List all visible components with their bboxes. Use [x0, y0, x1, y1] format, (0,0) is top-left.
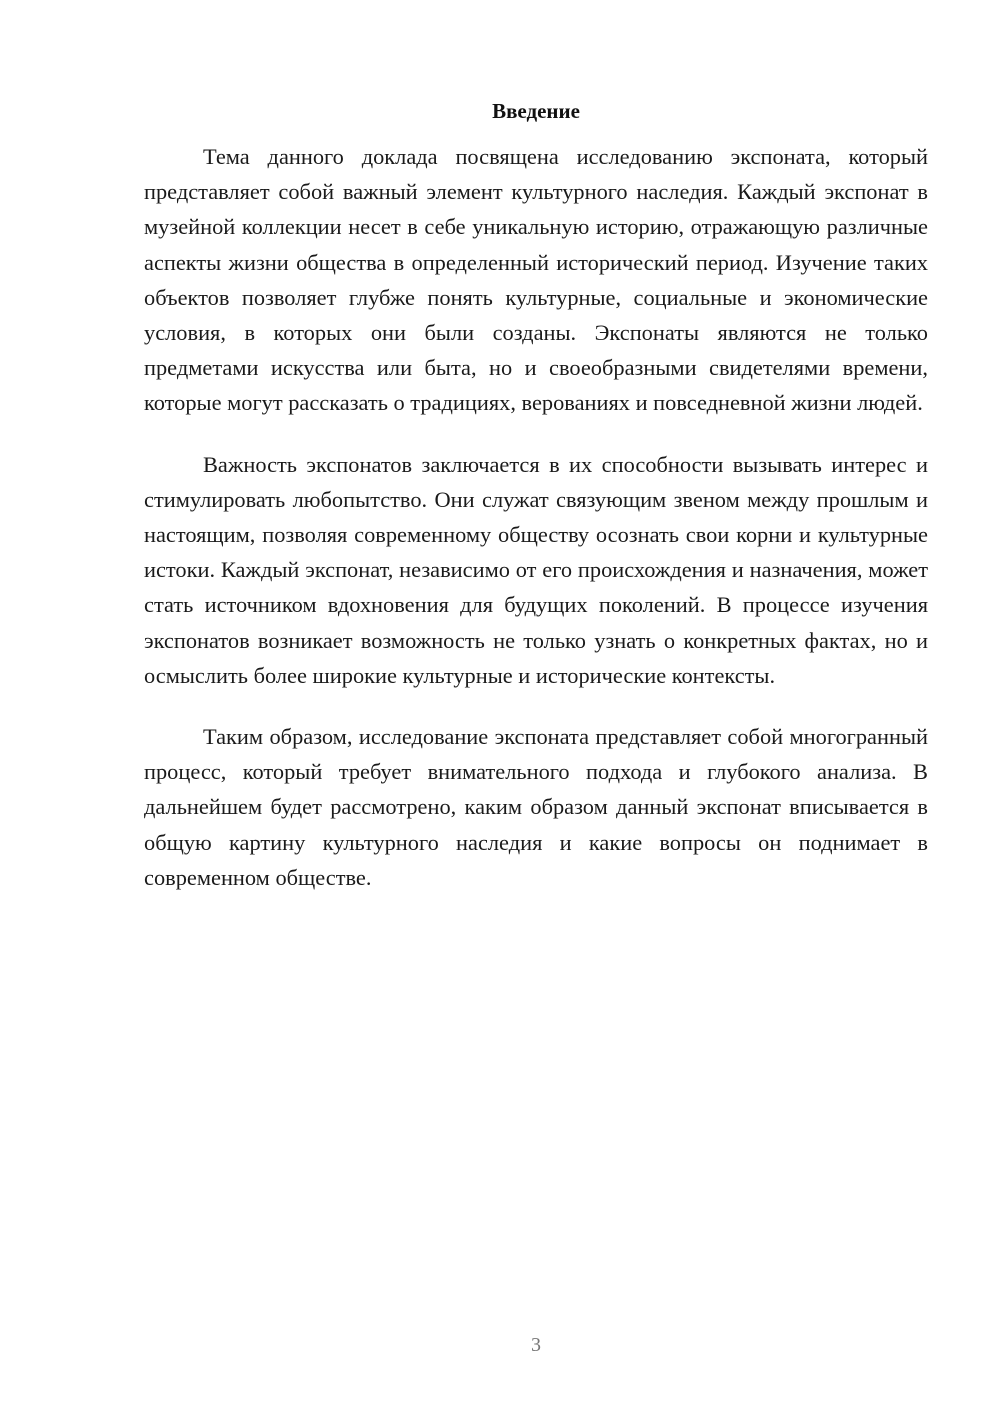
paragraph-3: Таким образом, исследование экспоната представляет собой многогранный процесс, который требует внимательного подхода и глубокого анализа. В дальнейшем будет рассмотрено, каким образом данный экспонат вписывается в общую картину культурного наследия и какие вопросы он поднимает в современном обществе. [144, 724, 928, 890]
paragraph-2: Важность экспонатов заключается в их способности вызывать интерес и стимулировать любопытство. Они служат связующим звеном между прошлым и настоящим, позволяя современному обществу осознать свои корни и культурные истоки. Каждый экспонат, независимо от его происхождения и назначения, может стать источником вдохновения для будущих поколений. В процессе изучения экспонатов возникает возможность не только узнать о конкретных фактах, но и осмыслить более широкие культурные и исторические контексты. [144, 451, 928, 688]
section-title: Введение [492, 99, 580, 123]
page-number: 3 [531, 1334, 541, 1356]
page-content [144, 96, 928, 921]
paragraph-1: Тема данного доклада посвящена исследованию экспоната, который представляет собой важный элемент культурного наследия. Каждый экспонат в музейной коллекции несет в себе уникальную историю, отражающую различные аспекты жизни общества в определенный исторический период. Изучение таких объектов позволяет глубже понять культурные, социальные и экономические условия, в которых они были созданы. Экспонаты являются не только предметами искусства или быта, но и своеобразными свидетелями времени, которые могут рассказать о традициях, верованиях и повседневной жизни людей. [144, 144, 928, 416]
